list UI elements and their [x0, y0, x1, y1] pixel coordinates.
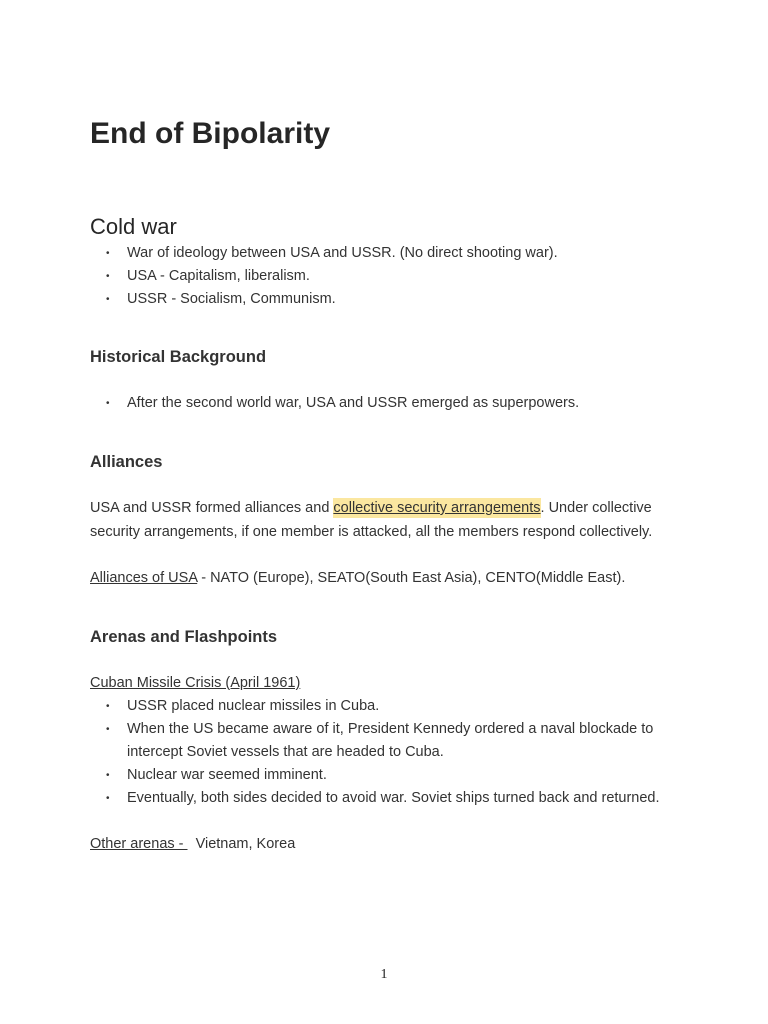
bullet-icon: •: [106, 770, 110, 781]
bullet-icon: •: [106, 248, 110, 259]
list-item: • USSR - Socialism, Communism.: [90, 288, 690, 311]
document-body: [90, 114, 690, 856]
highlighted-term: collective security arrangements: [333, 500, 541, 516]
bullet-icon: •: [106, 271, 110, 282]
usa-alliances-line: Alliances of USA - NATO (Europe), SEATO(South East Asia), CENTO(Middle East).: [90, 570, 626, 586]
arenas-heading: Arenas and Flashpoints: [90, 628, 278, 646]
bullet-icon: •: [106, 724, 110, 735]
bullet-icon: •: [106, 294, 110, 305]
list-item: • Nuclear war seemed imminent.: [90, 764, 690, 787]
list-item: • USA - Capitalism, liberalism.: [90, 265, 690, 288]
cuban-crisis-list: [90, 695, 690, 810]
other-arenas-line: Other arenas - Vietnam, Korea: [90, 836, 296, 852]
alliances-heading: Alliances: [90, 453, 163, 471]
list-item: • After the second world war, USA and USSR emerged as superpowers.: [90, 392, 690, 415]
cuban-crisis-label: Cuban Missile Crisis (April 1961): [90, 675, 301, 691]
historical-background-list: [90, 392, 690, 415]
historical-background-heading: Historical Background: [90, 348, 267, 366]
bullet-icon: •: [106, 793, 110, 804]
bullet-icon: •: [106, 701, 110, 712]
page-number: 1: [380, 967, 388, 982]
other-arenas-label: Other arenas -: [90, 836, 188, 852]
list-item: • USSR placed nuclear missiles in Cuba.: [90, 695, 690, 718]
list-item: • Eventually, both sides decided to avoid war. Soviet ships turned back and returned.: [90, 787, 690, 810]
cold-war-heading: Cold war: [90, 214, 177, 239]
list-item: • War of ideology between USA and USSR. (No direct shooting war).: [90, 242, 690, 265]
usa-alliances-label: Alliances of USA: [90, 570, 198, 586]
document-title: End of Bipolarity: [90, 117, 330, 150]
bullet-icon: •: [106, 398, 110, 409]
alliances-paragraph: USA and USSR formed alliances and collective security arrangements. Under collective security arrangements, if one member is attacked, all the members respond collectively.: [90, 500, 653, 540]
cold-war-list: [90, 242, 690, 311]
list-item: • When the US became aware of it, President Kennedy ordered a naval blockade to intercept Soviet vessels that are headed to Cuba.: [90, 718, 690, 764]
